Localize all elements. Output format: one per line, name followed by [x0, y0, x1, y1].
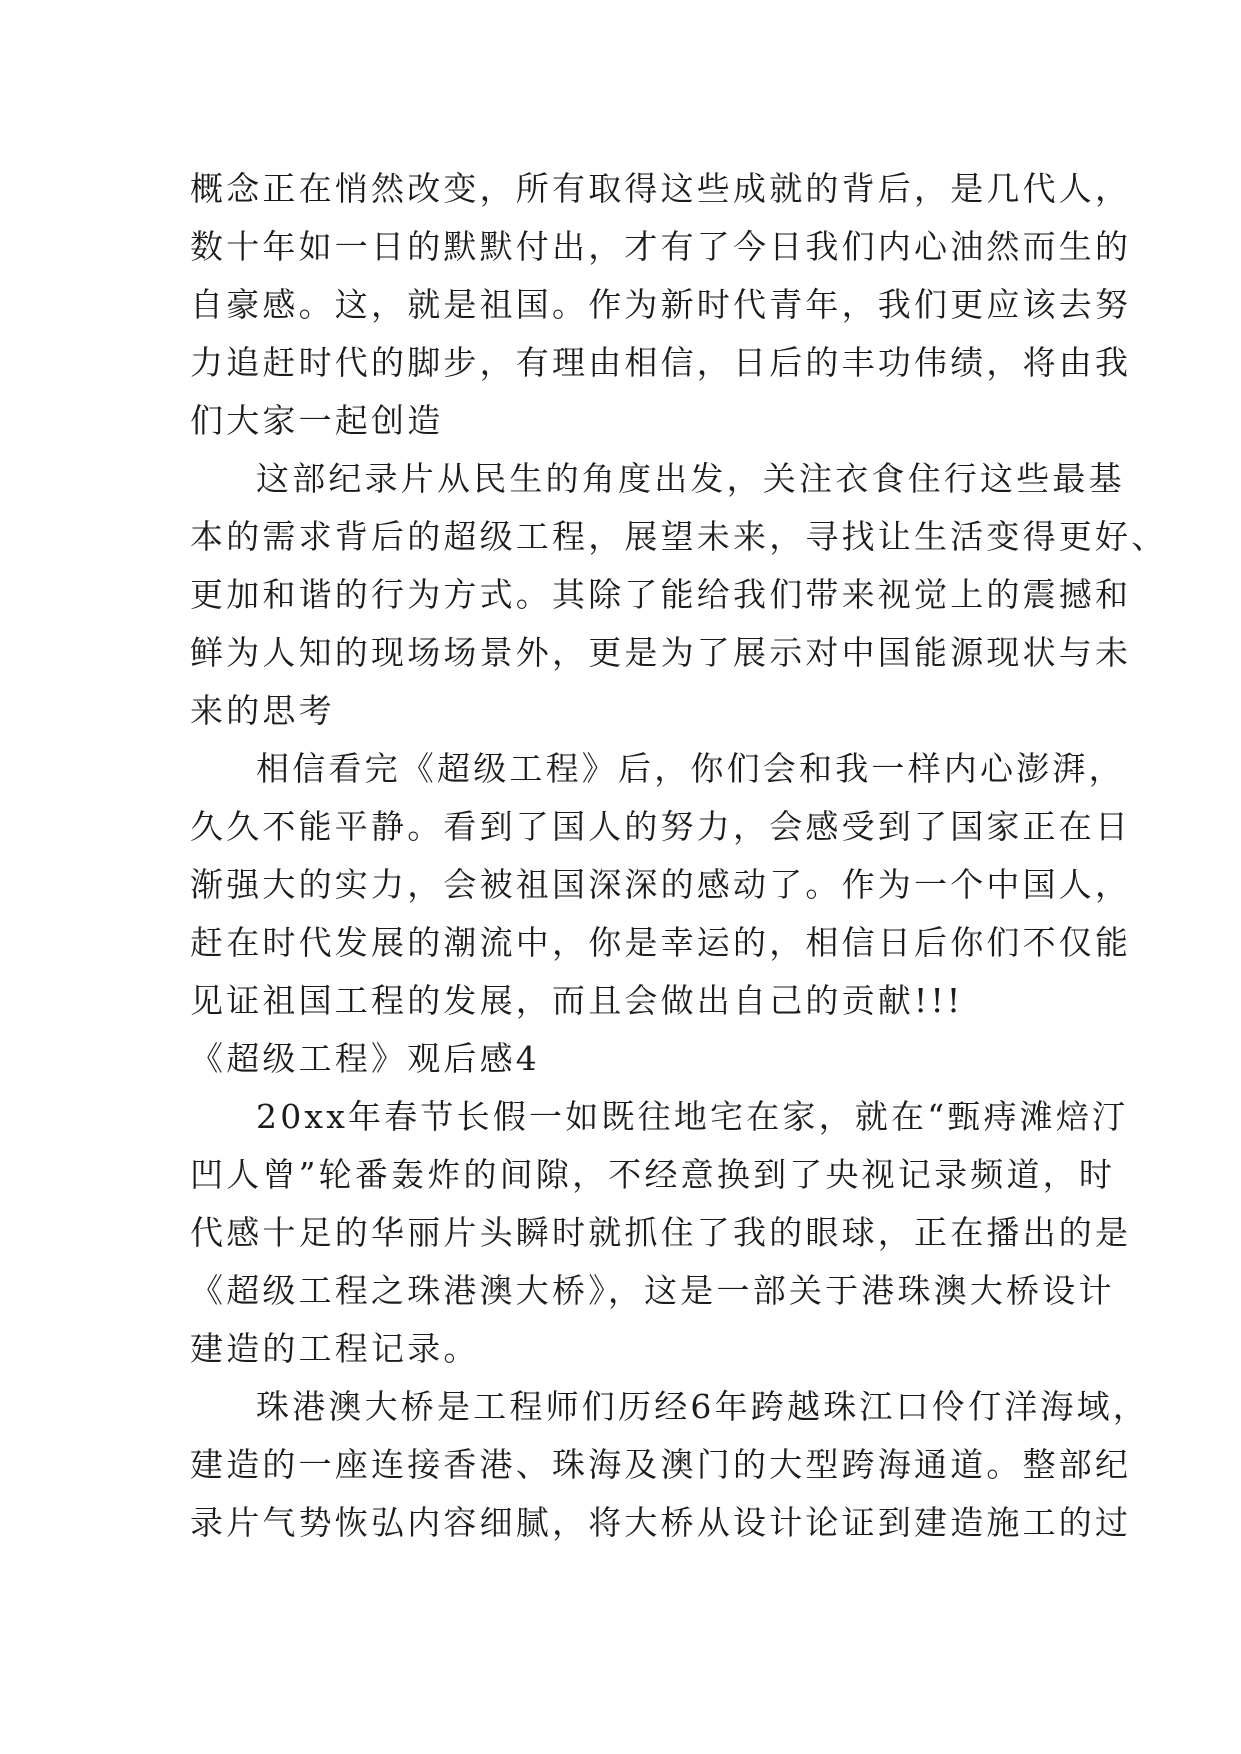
text-line: 录片气势恢弘内容细腻，将大桥从设计论证到建造施工的过: [190, 1503, 1132, 1542]
text-line: 概念正在悄然改变，所有取得这些成就的背后，是几代人，: [190, 169, 1132, 208]
text-line: 见证祖国工程的发展，而且会做出自己的贡献!!!: [190, 981, 964, 1020]
text-line: 凹人曾”轮番轰炸的间隙，不经意换到了央视记录频道，时: [190, 1155, 1116, 1194]
paragraph-start-line: 珠港澳大桥是工程师们历经6年跨越珠江口伶仃洋海域，: [256, 1387, 1149, 1426]
text-line: 来的思考: [190, 691, 335, 730]
text-line: 《超级工程之珠港澳大桥》，这是一部关于港珠澳大桥设计: [190, 1271, 1115, 1310]
text-line: 自豪感。这，就是祖国。作为新时代青年，我们更应该去努: [190, 285, 1132, 324]
text-line: 更加和谐的行为方式。其除了能给我们带来视觉上的震撼和: [190, 575, 1132, 614]
section-heading: 《超级工程》观后感4: [190, 1039, 540, 1078]
text-line: 久久不能平静。看到了国人的努力，会感受到了国家正在日: [190, 807, 1132, 846]
paragraph-start-line: 相信看完《超级工程》后，你们会和我一样内心澎湃，: [256, 749, 1125, 788]
text-line: 们大家一起创造: [190, 401, 444, 440]
text-line: 建造的工程记录。: [190, 1329, 480, 1368]
document-body: [190, 160, 1168, 1552]
text-line: 赶在时代发展的潮流中，你是幸运的，相信日后你们不仅能: [190, 923, 1132, 962]
text-line: 代感十足的华丽片头瞬时就抓住了我的眼球，正在播出的是: [190, 1213, 1132, 1252]
text-line: 本的需求背后的超级工程，展望未来，寻找让生活变得更好、: [190, 517, 1168, 556]
paragraph-start-line: 20xx年春节长假一如既往地宅在家，就在“甄痔滩焙汀: [256, 1097, 1129, 1136]
paragraph-start-line: 这部纪录片从民生的角度出发，关注衣食住行这些最基: [256, 459, 1125, 498]
text-line: 渐强大的实力，会被祖国深深的感动了。作为一个中国人，: [190, 865, 1132, 904]
text-line: 建造的一座连接香港、珠海及澳门的大型跨海通道。整部纪: [190, 1445, 1132, 1484]
text-line: 鲜为人知的现场场景外，更是为了展示对中国能源现状与未: [190, 633, 1132, 672]
text-line: 力追赶时代的脚步，有理由相信，日后的丰功伟绩，将由我: [190, 343, 1132, 382]
text-line: 数十年如一日的默默付出，才有了今日我们内心油然而生的: [190, 227, 1132, 266]
